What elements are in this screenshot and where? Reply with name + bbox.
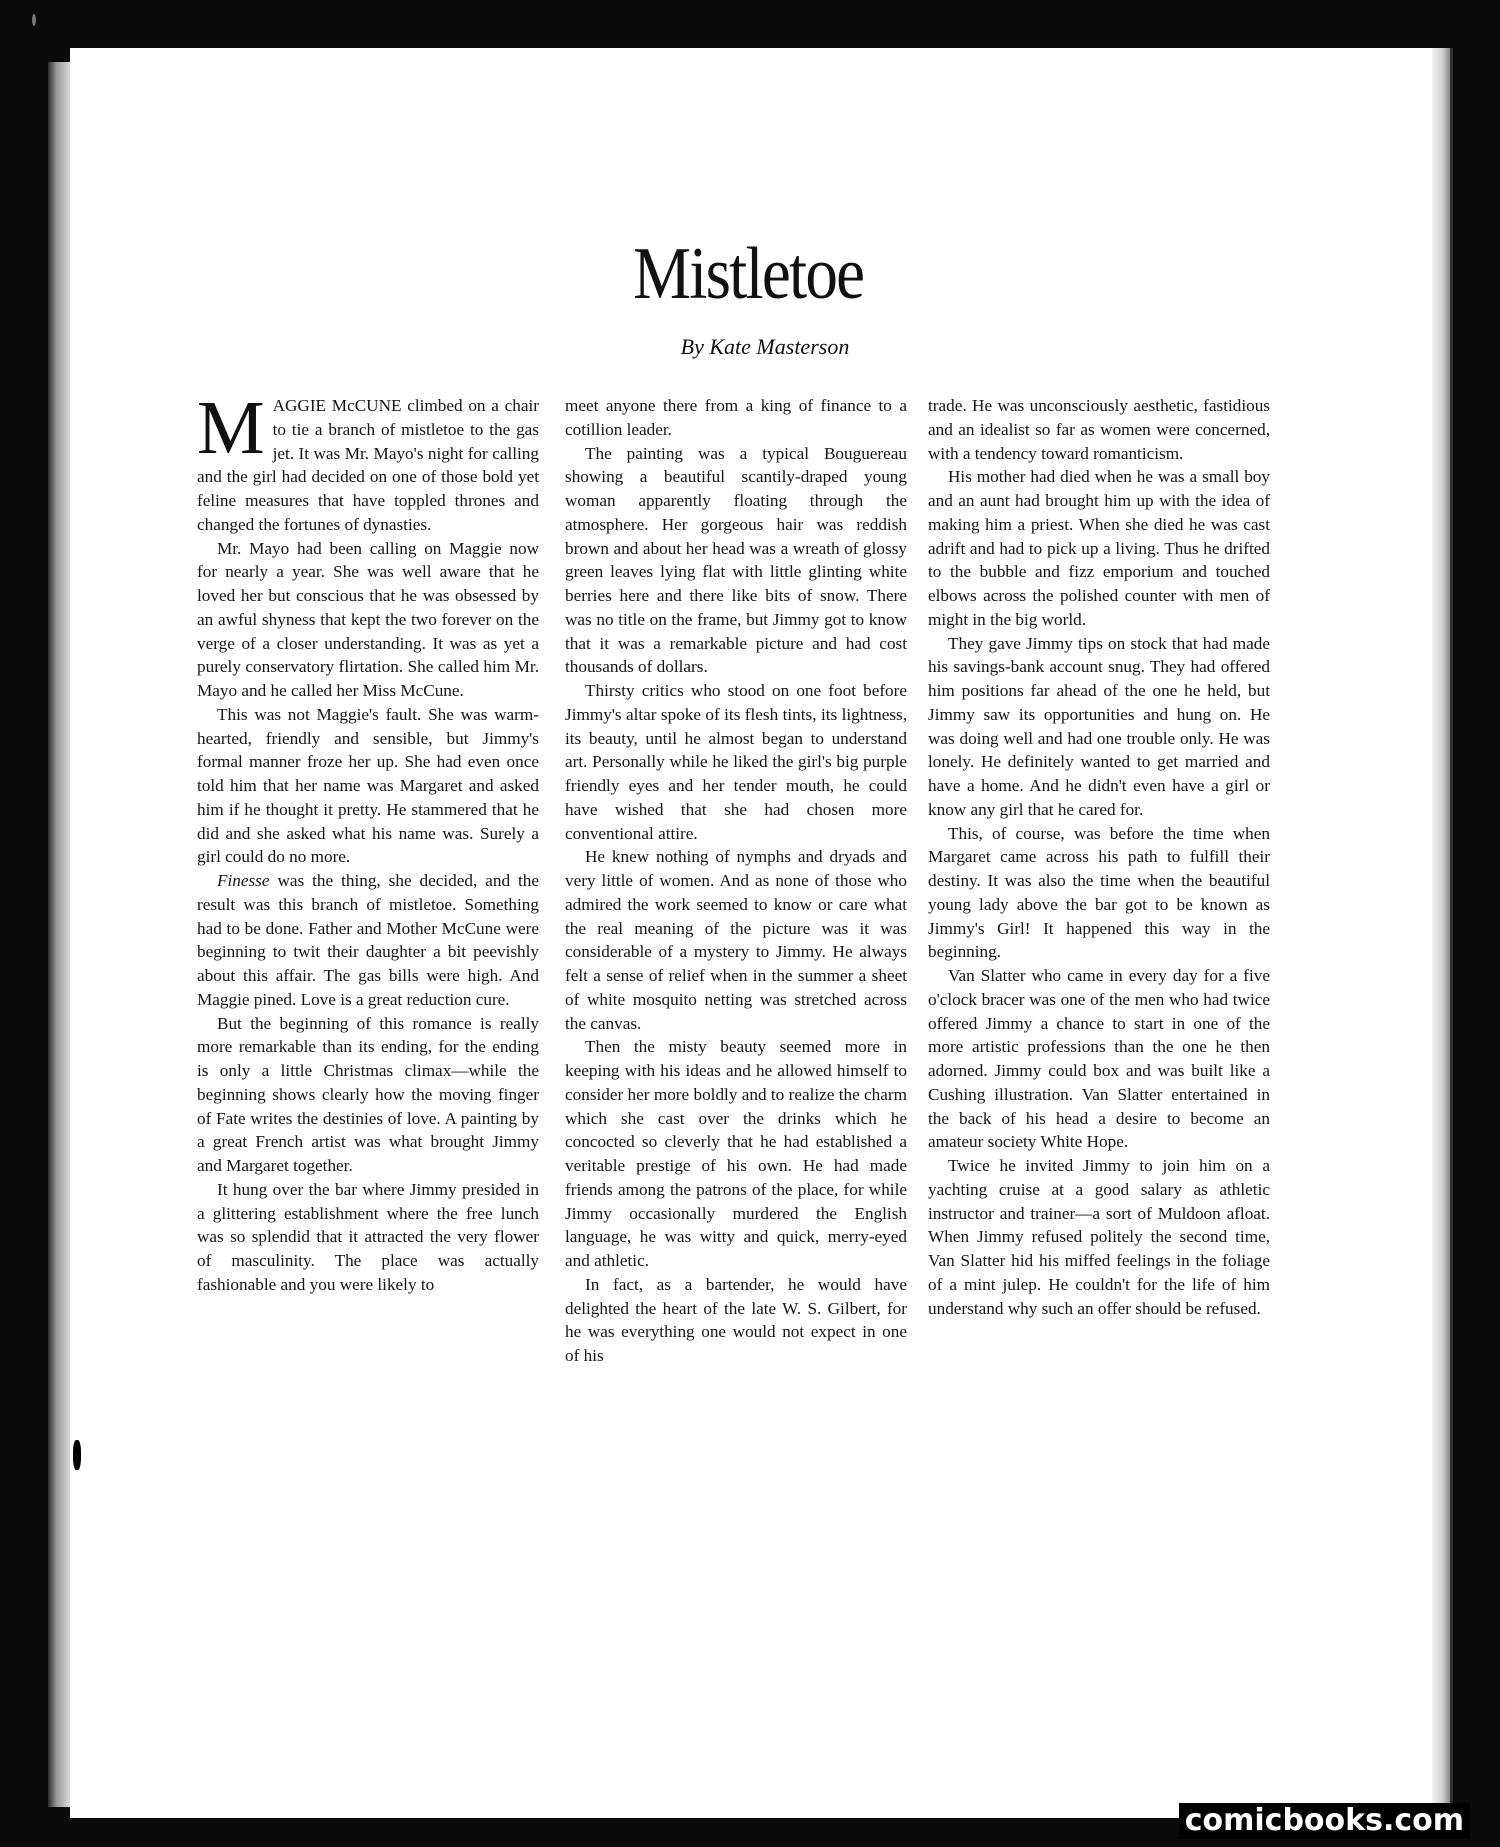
paragraph-text: was the thing, she decided, and the result was this branch of mistletoe. Something had to be done. Father and Mother McCune were beginning to twit their daughter a bit peevishly about this affair. The gas bills were high. And Maggie pined. Love is a great reduction cure. bbox=[197, 871, 539, 1009]
scan-speck bbox=[73, 1440, 81, 1470]
text-column-3 bbox=[928, 394, 1270, 1320]
paragraph bbox=[197, 386, 539, 537]
paragraph: Twice he invited Jimmy to join him on a yachting cruise at a good salary as athletic instructor and trainer—a sort of Muldoon afloat. When Jimmy refused politely the second time, Van Slatter hid his miffed feelings in the foliage of a mint julep. He couldn't for the life of him understand why such an offer should be refused. bbox=[928, 1156, 1270, 1318]
paragraph: This, of course, was before the time when Margaret came across his path to fulfill their destiny. It was also the time when the beautiful young lady above the bar got to be known as Jimmy's Girl! It happened this way in the beginning. bbox=[928, 823, 1270, 962]
paragraph: But the beginning of this romance is really more remarkable than its ending, for the ending is only a little Christmas climax—while the beginning shows clearly how the moving finger of Fate writes the destinies of love. A painting by a great French artist was what brought Jimmy and Margaret together. bbox=[197, 1013, 539, 1175]
paragraph: Mr. Mayo had been calling on Maggie now for nearly a year. She was well aware that he loved her but conscious that he was obsessed by an awful shyness that kept the two forever on the verge of a closer understanding. It was as yet a purely conservatory flirtation. She called him Mr. Mayo and he called her Miss McCune. bbox=[197, 538, 539, 700]
paragraph: Van Slatter who came in every day for a five o'clock bracer was one of the men who had twice offered Jimmy a chance to start in one of the more artistic professions than the one he then adorned. Jimmy could box and was built like a Cushing illustration. Van Slatter entertained in the back of his head a desire to become an amateur society White Hope. bbox=[928, 966, 1270, 1152]
paragraph bbox=[197, 869, 539, 1012]
paragraph-text: AGGIE McCUNE climbed on a chair to tie a branch of mistletoe to the gas jet. It was Mr. Mayo's night for calling and the girl had decided on one of those bold yet feline measures that have toppled thrones and changed the fortunes of dynasties. bbox=[197, 396, 539, 534]
paragraph-continued: trade. He was unconsciously aesthetic, fastidious and an idealist so far as women were concerned, with a tendency toward romanticism. bbox=[928, 396, 1270, 463]
paragraph: He knew nothing of nymphs and dryads and very little of women. And as none of those who admired the work seemed to know or care what the real meaning of the picture was it was considerable of a mystery to Jimmy. He always felt a sense of relief when in the summer a sheet of white mosquito netting was stretched across the canvas. bbox=[565, 847, 907, 1033]
paragraph: They gave Jimmy tips on stock that had made his savings-bank account snug. They had offered him positions far ahead of the one he held, but Jimmy saw its opportunities and hung on. He was doing well and had one trouble only. He was lonely. He definitely wanted to get married and have a home. And he didn't even have a girl or know any girl that he cared for. bbox=[928, 633, 1270, 819]
article-title: Mistletoe bbox=[633, 233, 864, 315]
paragraph: The painting was a typical Bouguereau showing a beautiful scantily-draped young woman apparently floating through the atmosphere. Her gorgeous hair was reddish brown and about her head was a wreath of glossy green leaves lying flat with little glinting white berries here and there like bits of snow. There was no title on the frame, but Jimmy got to know that it was a remarkable picture and had cost thousands of dollars. bbox=[565, 443, 907, 677]
text-column-1 bbox=[197, 386, 539, 1297]
book-spine-edge bbox=[48, 62, 70, 1807]
drop-cap: M bbox=[197, 386, 265, 470]
paragraph: Thirsty critics who stood on one foot before Jimmy's altar spoke of its flesh tints, its lightness, its beauty, until he almost began to understand art. Personally while he liked the girl's big purple friendly eyes and her tender mouth, he could have wished that she had chosen more conventional attire. bbox=[565, 681, 907, 843]
emphasis-text: Finesse bbox=[217, 871, 270, 890]
site-watermark: comicbooks.com bbox=[1179, 1803, 1470, 1839]
paragraph: Then the misty beauty seemed more in keeping with his ideas and he allowed himself to consider her more boldly and to realize the charm which she cast over the drinks which he concocted so cleverly that he had established a veritable prestige of his own. He had made friends among the patrons of the place, for while Jimmy occasionally murdered the English language, he was witty and quick, merry-eyed and athletic. bbox=[565, 1037, 907, 1270]
scan-speck bbox=[32, 14, 36, 26]
article-byline: By Kate Masterson bbox=[680, 334, 850, 359]
text-column-2 bbox=[565, 394, 907, 1368]
paragraph: His mother had died when he was a small boy and an aunt had brought him up with the idea of making him a priest. When she died he was cast adrift and had to pick up a living. Thus he drifted to the bubble and fizz emporium and touched elbows across the polished counter with men of might in the big world. bbox=[928, 467, 1270, 629]
paragraph: This was not Maggie's fault. She was warm-hearted, friendly and sensible, but Jimmy's formal manner froze her up. She had even once told him that her name was Margaret and asked him if he thought it pretty. He stammered that he did and she asked what his name was. Surely a girl could do no more. bbox=[197, 704, 539, 867]
page-right-edge bbox=[1432, 48, 1450, 1808]
paragraph-continued: meet anyone there from a king of finance to a cotillion leader. bbox=[565, 396, 907, 439]
paragraph: In fact, as a bartender, he would have delighted the heart of the late W. S. Gilbert, for he was everything one would not expect in one of his bbox=[565, 1274, 907, 1365]
paragraph: It hung over the bar where Jimmy presided in a glittering establishment where the free lunch was so splendid that it attracted the very flower of masculinity. The place was actually fashionable and you were likely to bbox=[197, 1179, 539, 1294]
